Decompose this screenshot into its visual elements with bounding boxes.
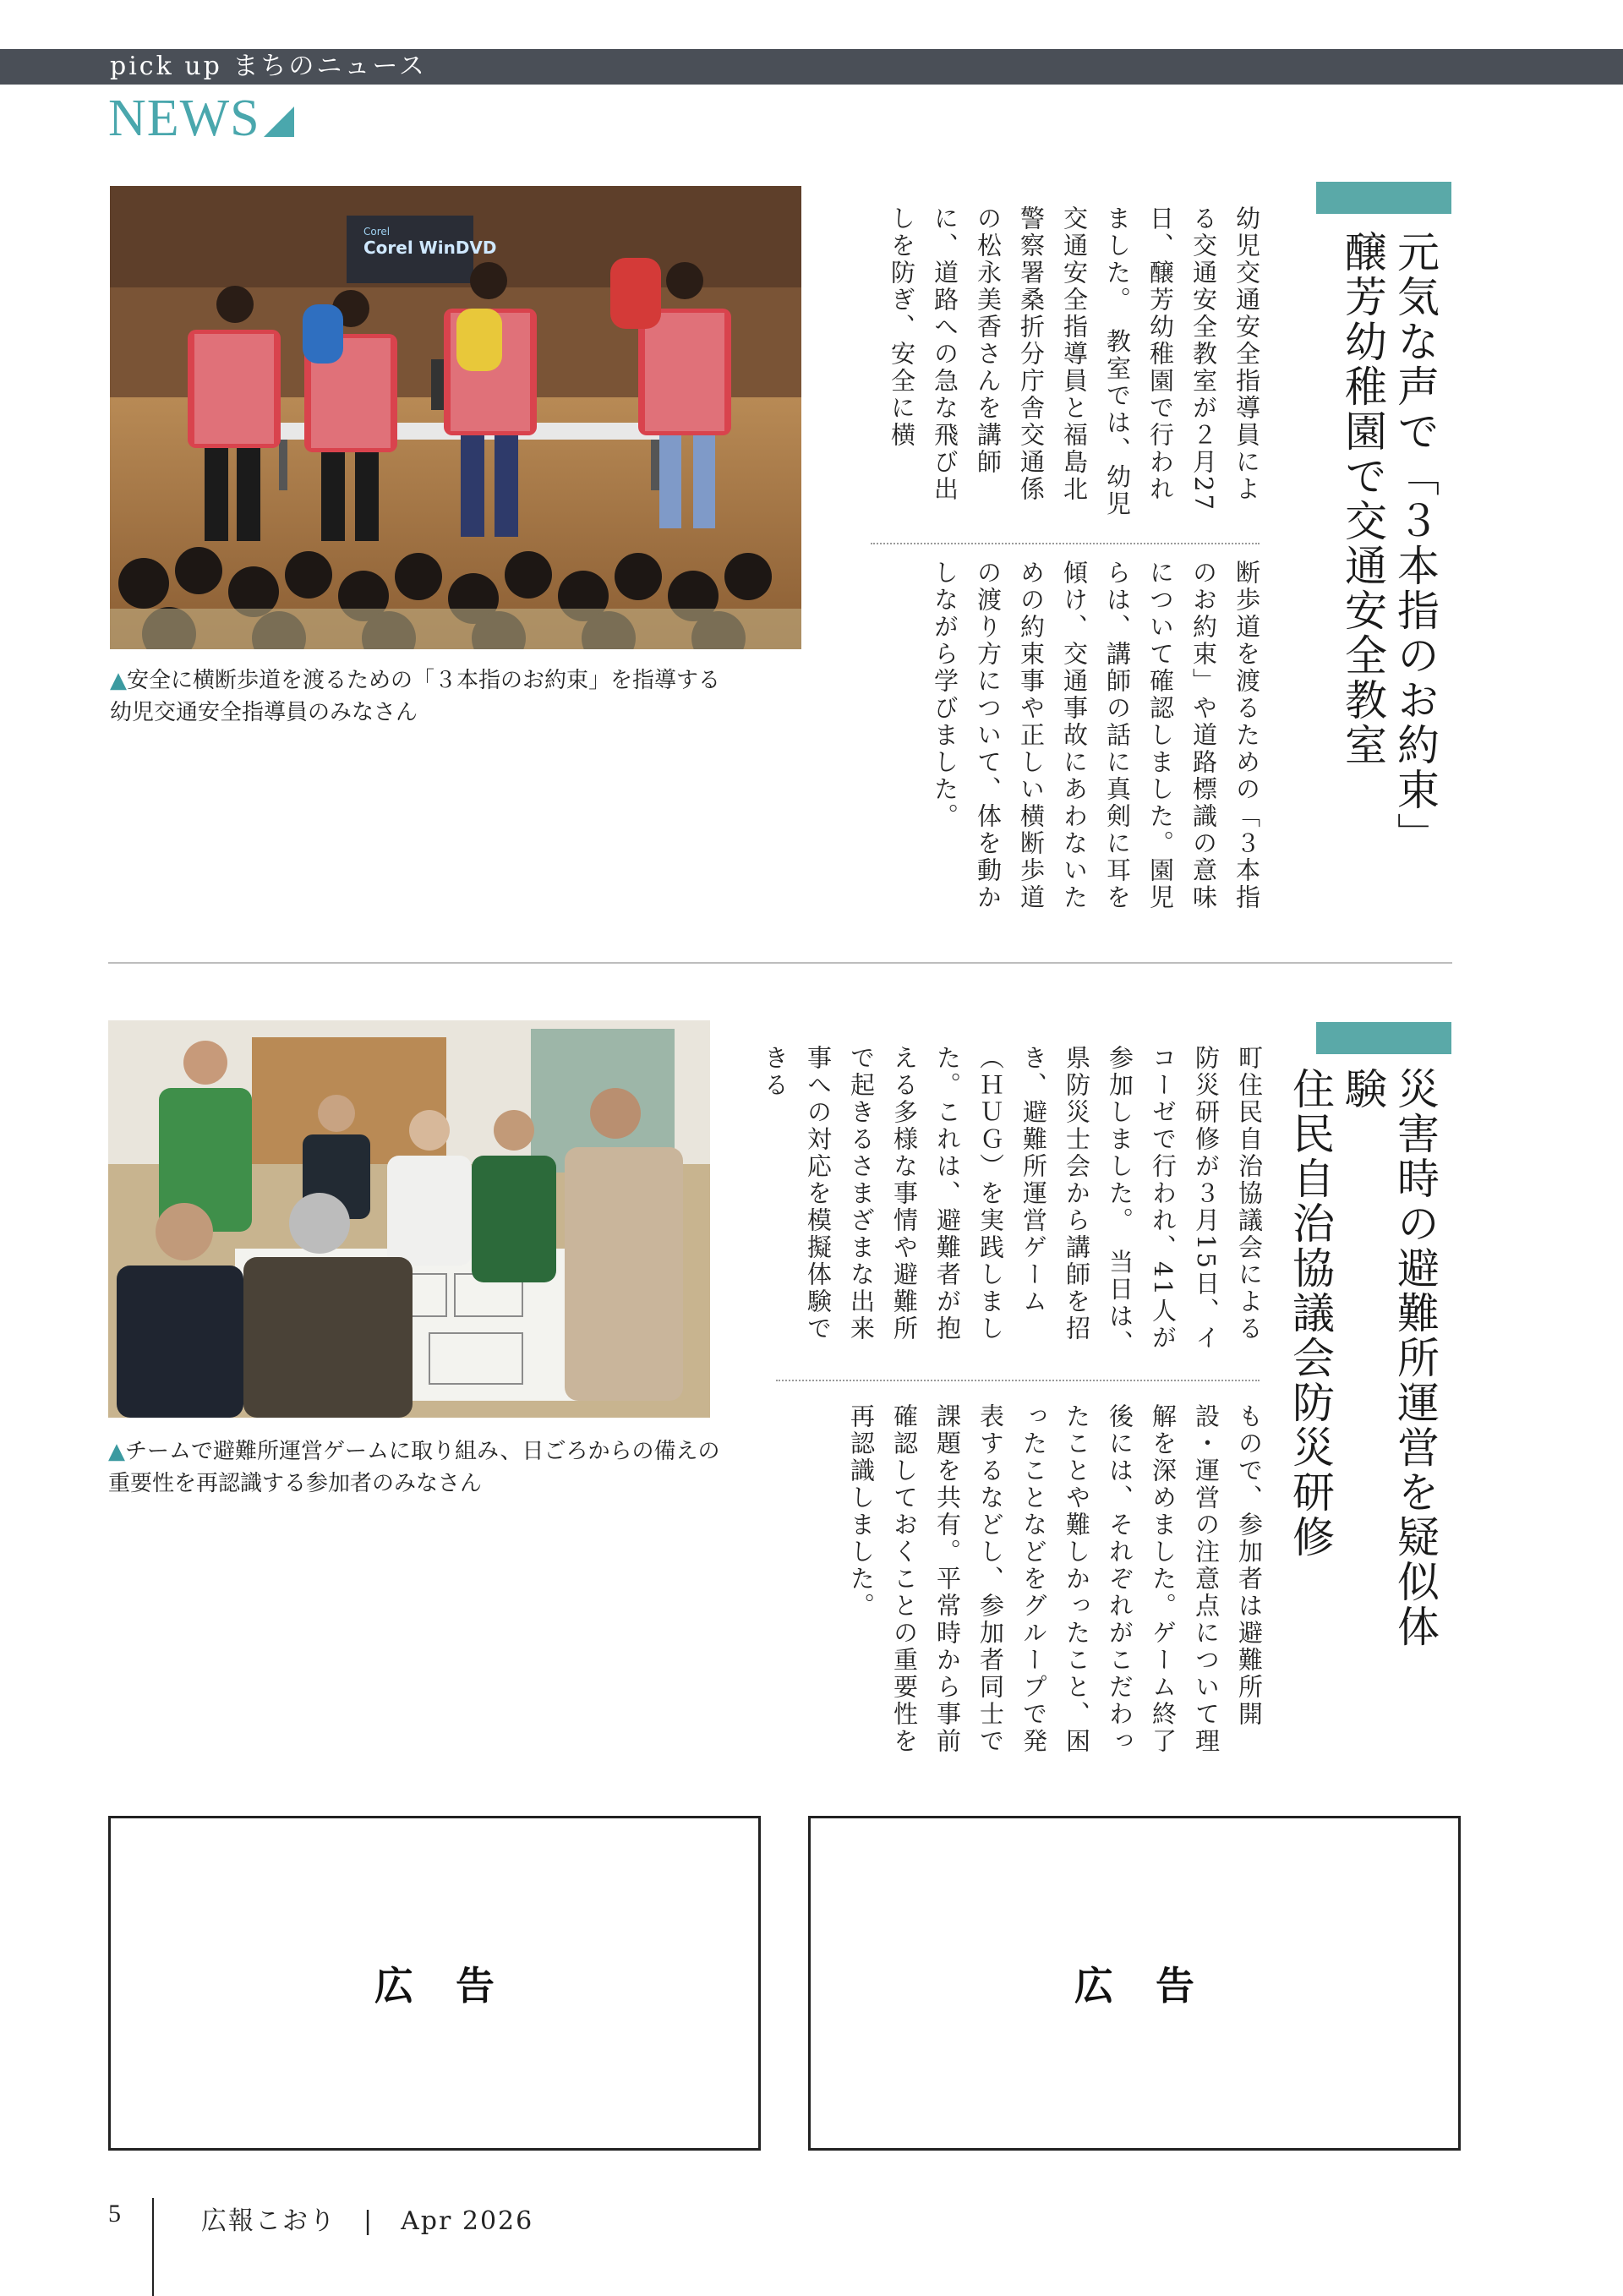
- advertisement-box-right: [808, 1816, 1461, 2151]
- article-divider: [108, 962, 1452, 964]
- caption-triangle-icon: ▲: [108, 1439, 125, 1464]
- section-label: pick up まちのニュース: [110, 52, 427, 81]
- article2-caption: [108, 1435, 734, 1500]
- article1-title-line1: 元気な声で「３本指のお約束」: [1391, 230, 1440, 857]
- advertisement-box-left: [108, 1816, 761, 2151]
- article2-title: [1286, 1067, 1441, 1676]
- publication-name: 広報こおり | Apr 2026: [201, 2206, 534, 2236]
- article1-caption: [110, 664, 735, 729]
- news-logo: NEWS: [108, 90, 260, 147]
- article1-body-bottom: 断歩道を渡るための「３本指のお約束」や道路標識の意味について確認しました。園児らは、講師の話に真剣に耳を傾け、交通事故にあわないための約束事や正しい横断歩道の渡り方について、体を動かしながら学びました。: [931, 560, 1261, 911]
- article2-photo: [108, 1020, 710, 1418]
- kindergarten-class-photo: [110, 186, 801, 649]
- article2-body-bottom: もので、参加者は避難所開設・運営の注意点について理解を深めました。ゲーム終了後には、それぞれがこだわったことや難しかったこと、困ったことなどをグループで発表するなどし、参加者同士で課題を共有。平常時から事前確認しておくことの重要性を再認識しました。: [847, 1403, 1264, 1755]
- article2-title-accent: [1316, 1022, 1451, 1054]
- article2-dotted-separator: [776, 1380, 1260, 1381]
- photo-overlay-text: Corel WinDVD: [363, 238, 497, 258]
- article2-caption-text: チームで避難所運営ゲームに取り組み、日ごろからの備えの重要性を再認識する参加者のみなさん: [108, 1439, 720, 1496]
- article1-title-accent: [1316, 182, 1451, 214]
- article1-title-line2: 醸芳幼稚園で交通安全教室: [1338, 230, 1387, 768]
- page-number: 5: [108, 2200, 121, 2228]
- footer-divider: [152, 2198, 154, 2296]
- advertisement-label: 広告: [374, 1963, 537, 2009]
- advertisement-label: 広告: [1074, 1963, 1237, 2009]
- article2-title-line1: 災害時の避難所運営を疑似体験: [1338, 1067, 1440, 1649]
- article1-caption-text: 安全に横断歩道を渡るための「３本指のお約束」を指導する幼児交通安全指導員のみなさん: [110, 668, 721, 725]
- article2-body-top: 町住民自治協議会による防災研修が３月15日、イコーゼで行われ、41人が参加しました。 当日は、県防災士会から講師を招き、避難所運営ゲーム（ＨＵＧ）を実践しました。これは、避難者が抱える多様な事情や避難所で起きるさまざまな出来事への対応を模擬体験できる: [761, 1045, 1264, 1358]
- article1-title: [1331, 230, 1441, 906]
- svg-text:Corel: Corel: [363, 226, 391, 238]
- caption-triangle-icon: ▲: [110, 668, 127, 693]
- article1-dotted-separator: [871, 543, 1260, 544]
- article2-title-line2: 住民自治協議会防災研修: [1286, 1067, 1335, 1560]
- news-logo-triangle-icon: [264, 107, 294, 137]
- disaster-drill-photo: [108, 1020, 710, 1418]
- section-header-bar: [0, 49, 1623, 85]
- article1-body-top: 幼児交通安全指導員による交通安全教室が２月27日、醸芳幼稚園で行われました。 教室では、幼児交通安全指導員と福島北警察署桑折分庁舎交通係の松永美香さんを講師に、道路への急な飛び出しを防ぎ、安全に横: [888, 205, 1261, 518]
- article1-photo: [110, 186, 801, 649]
